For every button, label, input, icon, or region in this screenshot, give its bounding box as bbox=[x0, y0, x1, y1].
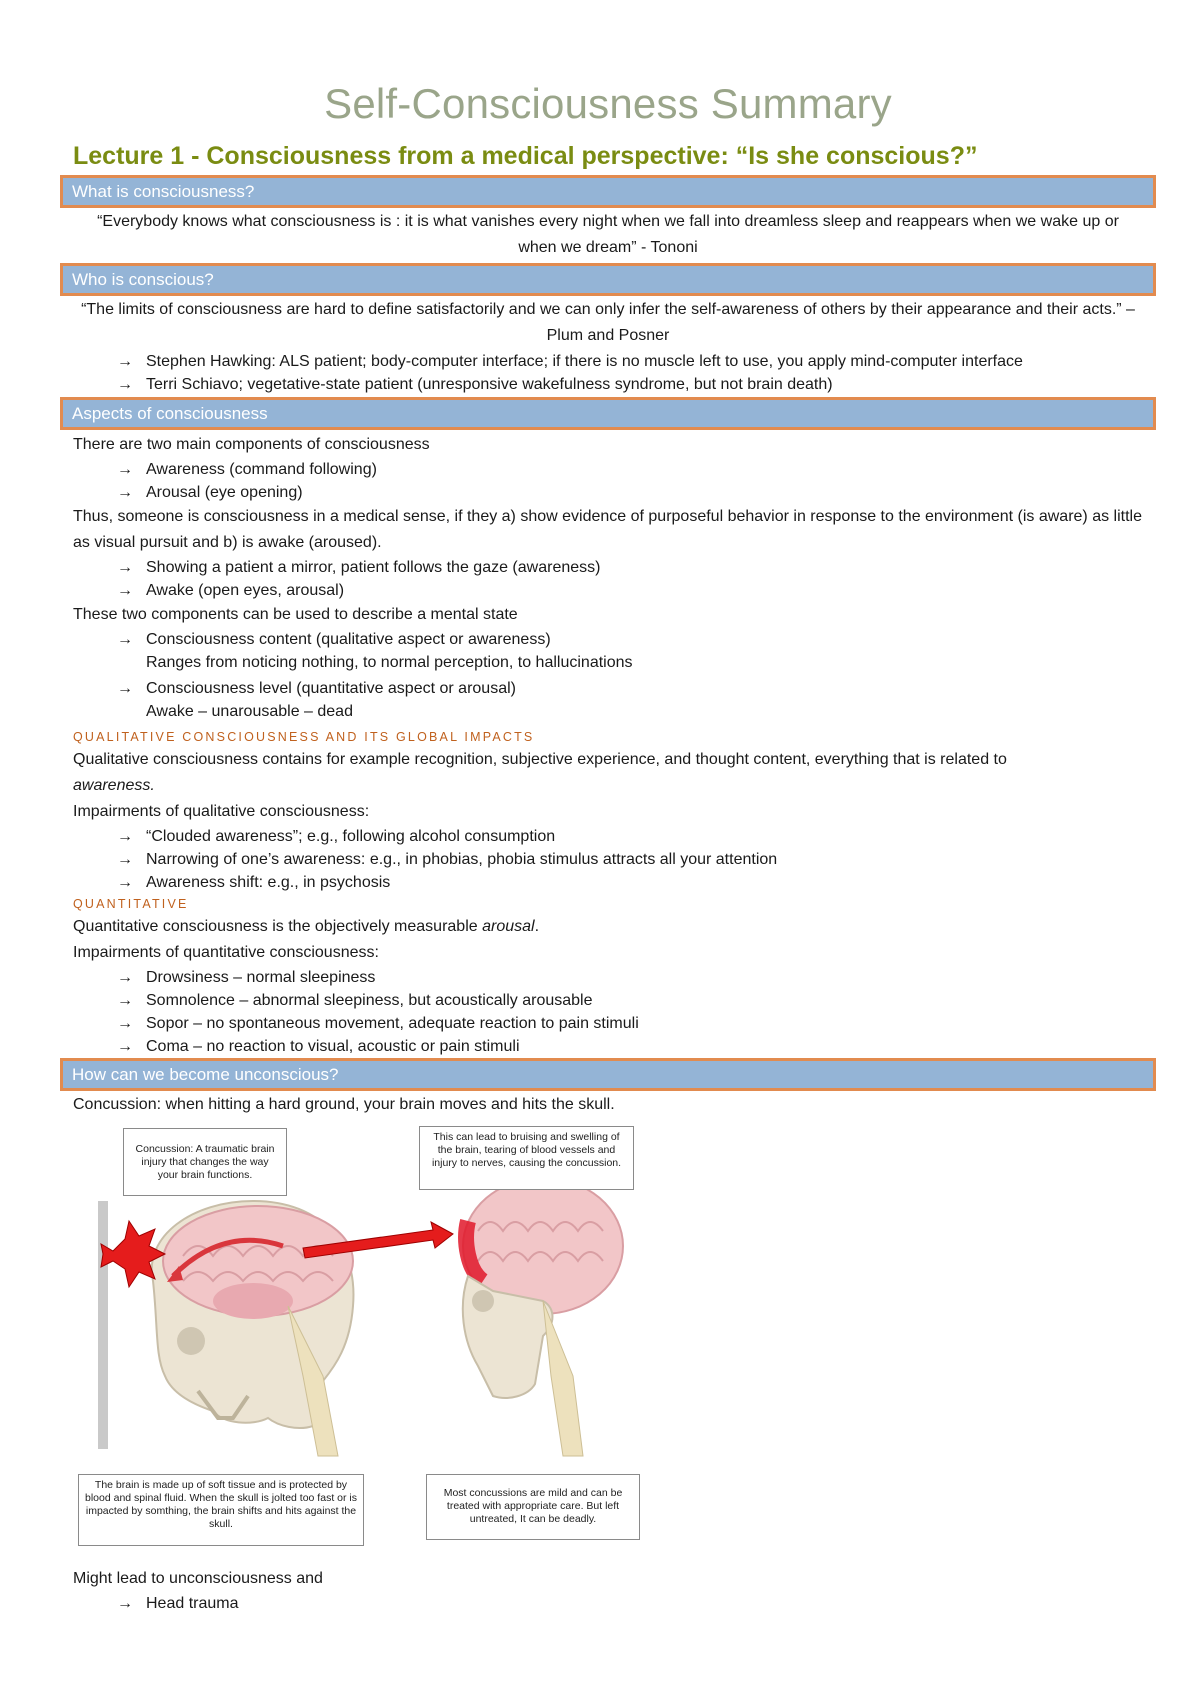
quantitative-impairments-list bbox=[73, 966, 1143, 1058]
arrow-icon: → bbox=[117, 484, 133, 501]
arrow-icon: → bbox=[117, 376, 133, 393]
list-item: → Head trauma bbox=[73, 1592, 1143, 1615]
arrow-icon: → bbox=[117, 461, 133, 478]
concussion-figure bbox=[73, 1126, 673, 1566]
list-item: → Sopor – no spontaneous movement, adequate reaction to pain stimuli bbox=[73, 1012, 1143, 1035]
list-item: → Arousal (eye opening) bbox=[73, 481, 1143, 504]
arrow-icon: → bbox=[117, 353, 133, 370]
qualitative-impairments-label: Impairments of qualitative consciousness: bbox=[73, 803, 370, 820]
tononi-quote: “Everybody knows what consciousness is : it is what vanishes every night when we fall into dreamless sleep and reappears when we wake up or when we dream” - Tononi bbox=[97, 213, 1119, 256]
arrow-icon: → bbox=[117, 1015, 133, 1032]
list-item: → Coma – no reaction to visual, acoustic or pain stimuli bbox=[73, 1035, 1143, 1058]
arrow-icon: → bbox=[117, 1038, 133, 1055]
section-heading-who: Who is conscious? bbox=[60, 263, 1156, 296]
arrow-icon: → bbox=[117, 992, 133, 1009]
list-item: → Awareness (command following) bbox=[73, 458, 1143, 481]
caption-box-soft-tissue: The brain is made up of soft tissue and is protected by blood and spinal fluid. When the skull is jolted too fast or is impacted by somthing, the brain shifts and hits against the skull. bbox=[78, 1474, 364, 1546]
arrow-icon: → bbox=[117, 969, 133, 986]
page-title: Self-Consciousness Summary bbox=[324, 80, 892, 127]
arrow-icon: → bbox=[117, 851, 133, 868]
document-page bbox=[73, 0, 1143, 1615]
qualitative-impairments-list bbox=[73, 825, 1143, 894]
arrow-icon: → bbox=[117, 874, 133, 891]
list-item: → Awareness shift: e.g., in psychosis bbox=[73, 871, 1143, 894]
qualitative-paragraph: Qualitative consciousness contains for example recognition, subjective experience, and thought content, everything that is related to awareness. bbox=[73, 751, 1007, 794]
list-item: → Drowsiness – normal sleepiness bbox=[73, 966, 1143, 989]
section-heading-what: What is consciousness? bbox=[60, 175, 1156, 208]
arrow-icon: → bbox=[117, 1595, 133, 1612]
examples-list bbox=[73, 556, 1143, 602]
right-skull-graphic bbox=[463, 1178, 623, 1456]
aspects-intro: There are two main components of consciousness bbox=[73, 436, 430, 453]
caption-box-treatment: Most concussions are mild and can be treated with appropriate care. But left untreated, It can be deadly. bbox=[426, 1474, 640, 1540]
list-item: → “Clouded awareness”; e.g., following alcohol consumption bbox=[73, 825, 1143, 848]
lecture-heading: Lecture 1 - Consciousness from a medical perspective: “Is she conscious?” bbox=[73, 142, 978, 170]
arrow-icon: → bbox=[117, 828, 133, 845]
list-item: → Narrowing of one’s awareness: e.g., in phobias, phobia stimulus attracts all your attention bbox=[73, 848, 1143, 871]
section-heading-unconscious: How can we become unconscious? bbox=[60, 1058, 1156, 1091]
mental-state-list bbox=[73, 628, 1143, 723]
section-heading-aspects: Aspects of consciousness bbox=[60, 397, 1156, 430]
arrow-icon: → bbox=[117, 559, 133, 576]
plum-posner-quote: “The limits of consciousness are hard to define satisfactorily and we can only infer the self-awareness of others by their appearance and their acts.” – Plum and Posner bbox=[81, 301, 1135, 344]
components-list bbox=[73, 458, 1143, 504]
caption-box-bruising: This can lead to bruising and swelling of the brain, tearing of blood vessels and injury to nerves, causing the concussion. bbox=[419, 1126, 634, 1190]
arrow-icon: → bbox=[117, 582, 133, 599]
list-item: → Consciousness level (quantitative aspect or arousal) Awake – unarousable – dead bbox=[73, 677, 1143, 723]
quantitative-impairments-label: Impairments of quantitative consciousness: bbox=[73, 944, 379, 961]
unconscious-causes-list bbox=[73, 1592, 1143, 1615]
caption-box-definition: Concussion: A traumatic brain injury that changes the way your brain functions. bbox=[123, 1128, 287, 1196]
wall-graphic bbox=[98, 1201, 108, 1449]
list-item: → Somnolence – abnormal sleepiness, but acoustically arousable bbox=[73, 989, 1143, 1012]
list-item: → Stephen Hawking: ALS patient; body-computer interface; if there is no muscle left to use, you apply mind-computer interface bbox=[73, 350, 1143, 373]
arrow-icon: → bbox=[117, 631, 133, 648]
arrow-icon: → bbox=[117, 680, 133, 697]
concussion-text: Concussion: when hitting a hard ground, your brain moves and hits the skull. bbox=[73, 1096, 615, 1113]
might-lead-text: Might lead to unconsciousness and bbox=[73, 1570, 323, 1587]
quantitative-subheading: QUANTITATIVE bbox=[73, 897, 189, 911]
list-item: → Awake (open eyes, arousal) bbox=[73, 579, 1143, 602]
thus-paragraph: Thus, someone is consciousness in a medical sense, if they a) show evidence of purposeful behavior in response to the environment (is aware) as little as visual pursuit and b) is awake (aroused). bbox=[73, 508, 1142, 551]
list-item: → Consciousness content (qualitative aspect or awareness) Ranges from noticing nothing, to normal perception, to hallucinations bbox=[73, 628, 1143, 674]
quantitative-paragraph: Quantitative consciousness is the objectively measurable arousal. bbox=[73, 918, 540, 935]
list-item: → Terri Schiavo; vegetative-state patient (unresponsive wakefulness syndrome, but not brain death) bbox=[73, 373, 1143, 396]
list-item: → Showing a patient a mirror, patient follows the gaze (awareness) bbox=[73, 556, 1143, 579]
qualitative-subheading: QUALITATIVE CONSCIOUSNESS AND ITS GLOBAL IMPACTS bbox=[73, 730, 535, 744]
mental-state-text: These two components can be used to describe a mental state bbox=[73, 606, 518, 623]
who-bullet-list bbox=[73, 350, 1143, 396]
